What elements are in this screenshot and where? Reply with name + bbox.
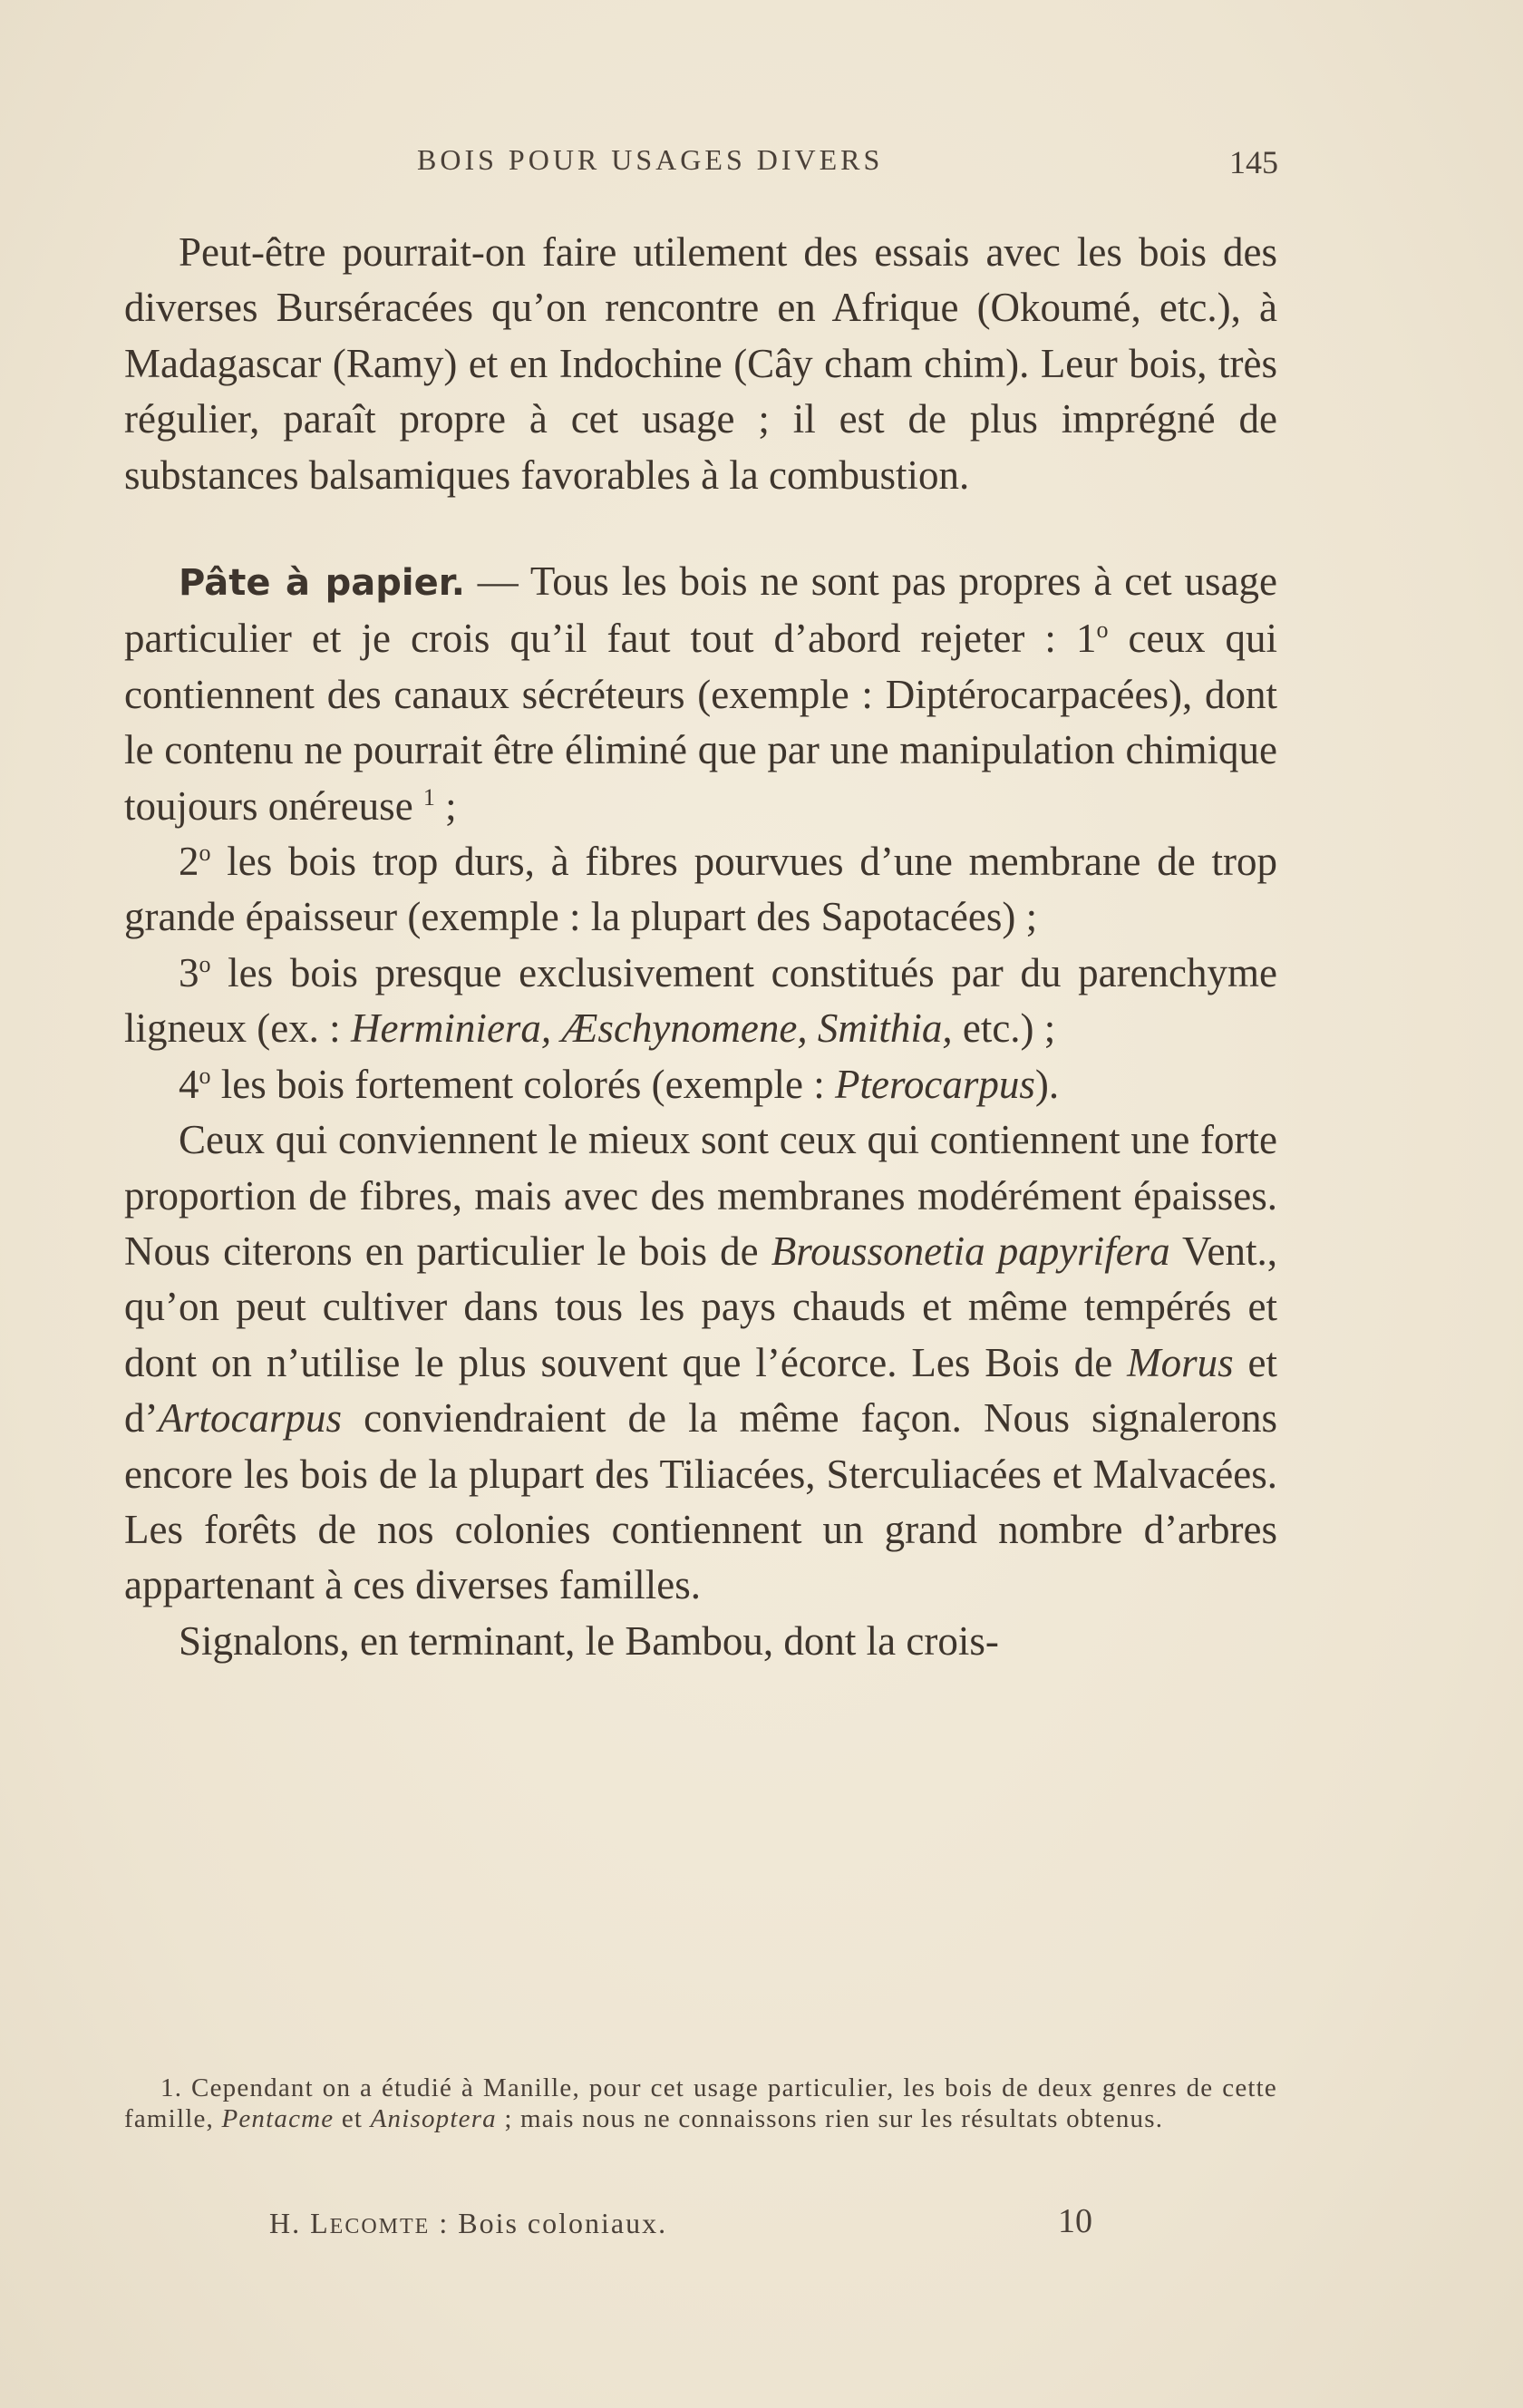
list-item: 4$^o$ les bois fortement colorés (exemple : Pterocarpus). xyxy=(179,1061,1060,1107)
footnote-reference: 1 xyxy=(422,783,435,811)
running-head: BOIS POUR USAGES DIVERS xyxy=(417,143,884,176)
list-item: 3$^o$ les bois presque exclusivement constitués par du parenchyme ligneux (ex. : Herminiera, Æschynomene, Smithia, etc.) ; xyxy=(124,949,1277,1052)
paragraph-bursaraceae: Peut-être pourrait-on faire utilement des essais avec les bois des diverses Burséracées qu’on rencontre en Afrique (Okoumé, etc.), à Madagascar (Ramy) et en Indochine (Cây cham chim). Leur bois, très régulier, paraît propre à cet usage ; il est de plus imprégné de substances balsamiques favorables à la combustion. xyxy=(124,229,1277,498)
footnote: 1. Cependant on a étudié à Manille, pour cet usage particulier, les bois de deux genres de cette famille, Pentacme et Anisoptera ; mais nous ne connaissons rien sur les résultats obtenus. xyxy=(124,2073,1277,2133)
paragraph-pate-a-papier: Pâte à papier. — Tous les bois ne sont pas propres à cet usage particulier et je crois qu’il faut tout d’abord rejeter : 1$^o$ ceux qui contiennent des canaux sécréteurs (exemple : Diptérocarpacées), dont le contenu ne pourrait être éliminé que par une manipulation chimique toujours onéreuse $^1$ ; xyxy=(124,558,1278,829)
list-item: 2$^o$ les bois trop durs, à fibres pourvues d’une membrane de trop grande épaisseur (exemple : la plupart des Sapotacées) ; xyxy=(124,839,1277,940)
paragraph-bambou: Signalons, en terminant, le Bambou, dont la crois- xyxy=(179,1617,999,1664)
paragraph-suitable-woods: Ceux qui conviennent le mieux sont ceux qui contiennent une forte proportion de fibres, mais avec des membranes modérément épaisses. Nous citerons en particulier le bois de Broussonetia papyrifera Vent., qu’on peut cultiver dans tous les pays chauds et même tempérés et dont on n’utilise le plus souvent que l’écorce. Les Bois de Morus et d’Artocarpus conviendraient de la même façon. Nous signalerons encore les bois de la plupart des Tiliacées, Sterculiacées et Malvacées. Les forêts de nos colonies contiennent un grand nombre d’arbres appartenant à ces diverses familles. xyxy=(124,1117,1277,1608)
page-number: 145 xyxy=(1229,144,1278,180)
section-heading: Pâte à papier. xyxy=(179,562,465,605)
page-header xyxy=(417,143,1278,189)
footnote-marker: 1. xyxy=(160,2073,183,2102)
sheet-number: 10 xyxy=(1058,2202,1092,2240)
page-footer xyxy=(269,2202,1103,2252)
body-text xyxy=(124,225,1277,1669)
signature-line: H. LECOMTE : Bois coloniaux. xyxy=(269,2207,668,2239)
